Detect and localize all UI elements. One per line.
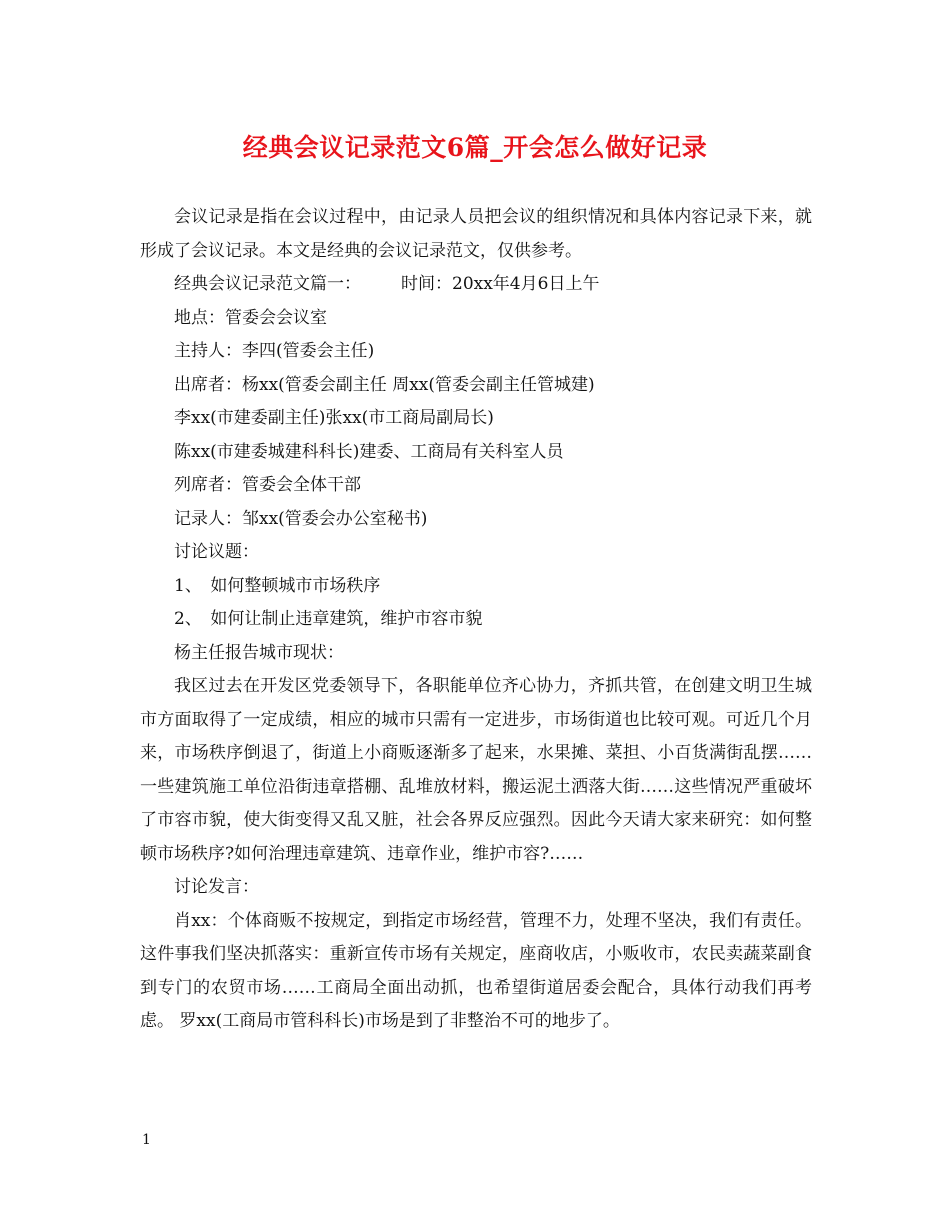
document-body	[140, 201, 812, 1039]
meeting-time: 时间：20xx年4月6日上午	[401, 274, 600, 294]
report-heading: 杨主任报告城市现状：	[174, 642, 344, 663]
page-number: 1	[142, 1132, 151, 1148]
sample-heading-line	[140, 268, 812, 302]
topic-item-2: 2、 如何让制止违章建筑，维护市容市貌	[174, 609, 483, 629]
topic-item-1: 1、 如何整顿城市市场秩序	[174, 575, 381, 596]
intro-paragraph: 会议记录是指在会议过程中，由记录人员把会议的组织情况和具体内容记录下来，就形成了会议记录。本文是经典的会议记录范文，仅供参考。	[140, 207, 812, 261]
meeting-host: 主持人：李四(管委会主任)	[174, 341, 375, 361]
attendees-line-3: 陈xx(市建委城建科科长)建委、工商局有关科室人员	[174, 441, 564, 462]
attendees-line-2: 李xx(市建委副主任)张xx(市工商局副局长)	[174, 408, 494, 428]
observers: 列席者：管委会全体干部	[174, 475, 361, 495]
attendees-line-1: 出席者：杨xx(管委会副主任 周xx(管委会副主任管城建)	[174, 374, 595, 395]
topics-heading: 讨论议题：	[174, 542, 259, 562]
meeting-location: 地点：管委会会议室	[174, 307, 327, 328]
recorder: 记录人：邹xx(管委会办公室秘书)	[174, 508, 428, 529]
discussion-paragraph: 肖xx：个体商贩不按规定，到指定市场经营，管理不力，处理不坚决，我们有责任。这件事我们坚决抓落实：重新宣传市场有关规定，座商收店，小贩收市，农民卖蔬菜副食到专门的农贸市场……工商局全面出动抓，也希望街道居委会配合，具体行动我们再考虑。 罗xx(工商局市管科科长)市场是到了非整治不可的地步了。	[140, 910, 812, 1031]
sample-heading: 经典会议记录范文篇一：	[174, 274, 361, 294]
discussion-heading: 讨论发言：	[174, 877, 259, 897]
report-paragraph: 我区过去在开发区党委领导下，各职能单位齐心协力，齐抓共管，在创建文明卫生城市方面取得了一定成绩，相应的城市只需有一定进步，市场街道也比较可观。可近几个月来，市场秩序倒退了，街道上小商贩逐渐多了起来，水果摊、菜担、小百货满街乱摆……一些建筑施工单位沿街违章搭棚、乱堆放材料，搬运泥土洒落大街……这些情况严重破坏了市容市貌，使大街变得又乱又脏，社会各界反应强烈。因此今天请大家来研究：如何整顿市场秩序?如何治理违章建筑、违章作业，维护市容?……	[140, 676, 812, 864]
document-title: 经典会议记录范文6篇_开会怎么做好记录	[242, 133, 708, 162]
